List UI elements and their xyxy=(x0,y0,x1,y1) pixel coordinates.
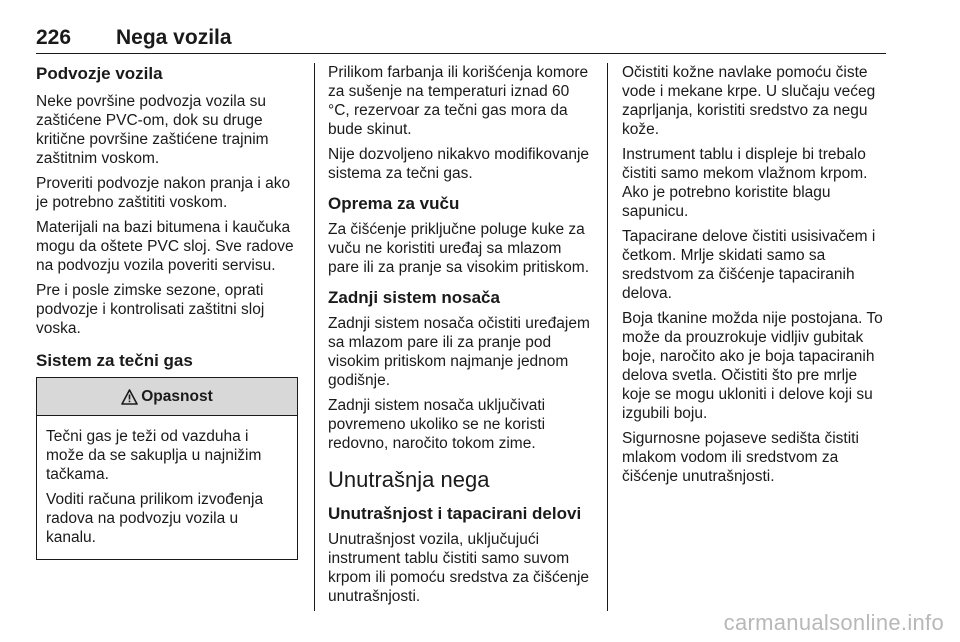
warning-title: Opasnost xyxy=(141,388,213,405)
page-header xyxy=(36,26,886,52)
paragraph: Nije dozvoljeno nikakvo modifikovanje sistema za tečni gas. xyxy=(328,146,590,182)
column-3 xyxy=(622,63,888,492)
paragraph: Instrument tablu i displeje bi trebalo čistiti samo mekom vlažnom krpom. Ako je potrebno koristite blagu sapunicu. xyxy=(622,146,868,220)
paragraph: Proveriti podvozje nakon pranja i ako je potrebno zaštititi voskom. xyxy=(36,175,291,211)
section-heading-lpg: Sistem za tečni gas xyxy=(36,351,193,370)
paragraph: Za čišćenje priključne poluge kuke za vuču ne koristiti uređaj sa mlazom pare ili za pranje sa visokim pritiskom. xyxy=(328,221,590,276)
paragraph: Materijali na bazi bitumena i kaučuka mogu da oštete PVC sloj. Sve radove na podvozju vozila poveriti servisu. xyxy=(36,219,294,274)
paragraph: Prilikom farbanja ili korišćenja komore za sušenje na temperaturi iznad 60 °C, rezervoar za tečni gas mora da bude skinut. xyxy=(328,64,589,138)
paragraph: Boja tkanine možda nije postojana. To može da prouzrokuje vidljiv gubitak boje, naročito ako je boja tapaciranih delova svetla. Očistiti što pre mrlje koje se mogu ukloniti i delove koji su izgubili boju. xyxy=(622,310,883,422)
warning-triangle-icon xyxy=(121,389,138,405)
column-divider-2 xyxy=(607,63,608,611)
paragraph: Zadnji sistem nosača uključivati povremeno ukoliko se ne koristi redovno, naročito tokom zime. xyxy=(328,397,546,452)
paragraph: Neke površine podvozja vozila su zaštićene PVC-om, dok su druge kritične površine zaštićene trajnim zaštitnim voskom. xyxy=(36,93,269,167)
warning-body xyxy=(37,416,297,559)
warning-box xyxy=(36,377,298,560)
section-heading-rear-carrier: Zadnji sistem nosača xyxy=(328,288,500,307)
header-divider xyxy=(36,53,886,54)
warning-paragraph: Tečni gas je teži od vazduha i može da se sakuplja u najnižim tačkama. xyxy=(46,428,262,483)
paragraph: Unutrašnjost vozila, uključujući instrument tablu čistiti samo suvom krpom ili pomoću sredstva za čišćenje unutrašnjosti. xyxy=(328,531,590,605)
section-heading-towing: Oprema za vuču xyxy=(328,194,460,213)
paragraph: Očistiti kožne navlake pomoću čiste vode i mekane krpe. U slučaju većeg zaprljanja, koristiti sredstvo za negu kože. xyxy=(622,64,876,138)
section-heading-undercarriage: Podvozje vozila xyxy=(36,64,163,83)
warning-paragraph: Voditi računa prilikom izvođenja radova na podvozju vozila u kanalu. xyxy=(46,491,264,546)
paragraph: Tapacirane delove čistiti usisivačem i četkom. Mrlje skidati samo sa sredstvom za čišćenje tapaciranih delova. xyxy=(622,228,876,302)
warning-header xyxy=(37,378,297,416)
watermark-text: carmanualsonline.info xyxy=(723,610,944,635)
column-1 xyxy=(36,63,302,560)
paragraph: Zadnji sistem nosača očistiti uređajem sa mlazom pare ili za pranje pod visokim pritiskom najmanje jednom godišnje. xyxy=(328,315,590,389)
chapter-title: Nega vozila xyxy=(116,26,232,49)
chapter-heading-interior-care: Unutrašnja nega xyxy=(328,467,490,492)
column-divider-1 xyxy=(314,63,315,611)
paragraph: Sigurnosne pojaseve sedišta čistiti mlakom vodom ili sredstvom za čišćenje unutrašnjosti. xyxy=(622,430,859,485)
page-number: 226 xyxy=(36,26,72,49)
section-heading-interior: Unutrašnjost i tapacirani delovi xyxy=(328,504,582,523)
paragraph: Pre i posle zimske sezone, oprati podvozje i kontrolisati zaštitni sloj voska. xyxy=(36,282,265,337)
column-2 xyxy=(328,63,594,612)
